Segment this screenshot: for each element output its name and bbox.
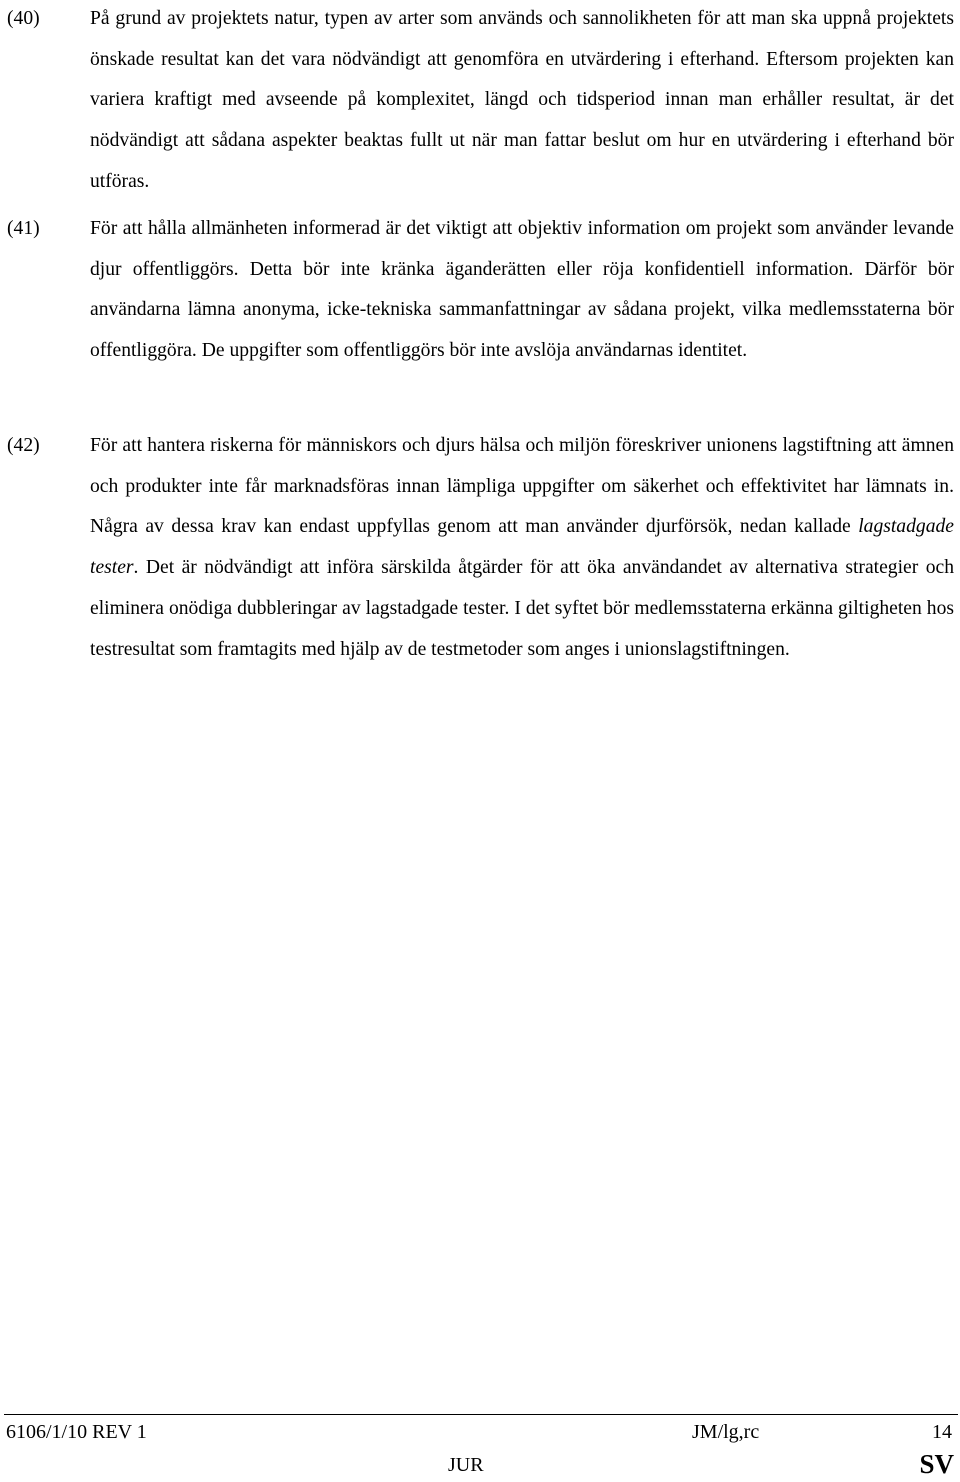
footer-page-number: 14 <box>932 1421 952 1443</box>
paragraph-text: På grund av projektets natur, typen av arter som används och sannolikheten för att man ska uppnå projektets önskade resultat kan det vara nödvändigt att genomföra en utvärdering i efterhand. Eftersom projekten kan variera kraftigt med avseende på komplexitet, längd och tidsperiod innan man erhåller resultat, är det nödvändigt att sådana aspekter beaktas fullt ut när man fattar beslut om hur en utvärdering i efterhand bör utföras. <box>90 8 954 192</box>
footer-language: SV <box>919 1449 954 1479</box>
paragraph-number: (41) <box>7 218 40 239</box>
footer-document-ref: 6106/1/10 REV 1 <box>6 1421 147 1443</box>
paragraph-number: (42) <box>7 435 40 456</box>
paragraph-number: (40) <box>7 8 40 29</box>
paragraph-text-part: För att hantera riskerna för människors och djurs hälsa och miljön föreskriver unionens lagstiftning att ämnen och produkter inte får marknadsföras innan lämpliga uppgifter om säkerhet och effektivitet har lämnats in. Några av dessa krav kan endast uppfyllas genom att man använder djurförsök, nedan kallade <box>90 435 954 538</box>
footer-initials: JM/lg,rc <box>692 1421 760 1443</box>
paragraph-text: För att hålla allmänheten informerad är det viktigt att objektiv information om projekt som använder levande djur offentliggörs. Detta bör inte kränka äganderätten eller röja konfidentiell information. Därför bör användarna lämna anonyma, icke-tekniska sammanfattningar av sådana projekt, vilka medlemsstaterna bör offentliggöra. De uppgifter som offentliggörs bör inte avslöja användarnas identitet. <box>90 218 954 362</box>
footer-divider <box>4 1414 958 1415</box>
paragraph-text-part: . Det är nödvändigt att införa särskilda åtgärder för att öka användandet av alternativa strategier och eliminera onödiga dubbleringar av lagstadgade tester. I det syftet bör medlemsstaterna erkänna giltigheten hos testresultat som framtagits med hjälp av de testmetoder som anges i unionslagstiftningen. <box>90 557 954 660</box>
italic-term: lagstadgade tester <box>90 516 954 579</box>
paragraph-text <box>90 426 954 670</box>
footer-department: JUR <box>448 1454 484 1476</box>
